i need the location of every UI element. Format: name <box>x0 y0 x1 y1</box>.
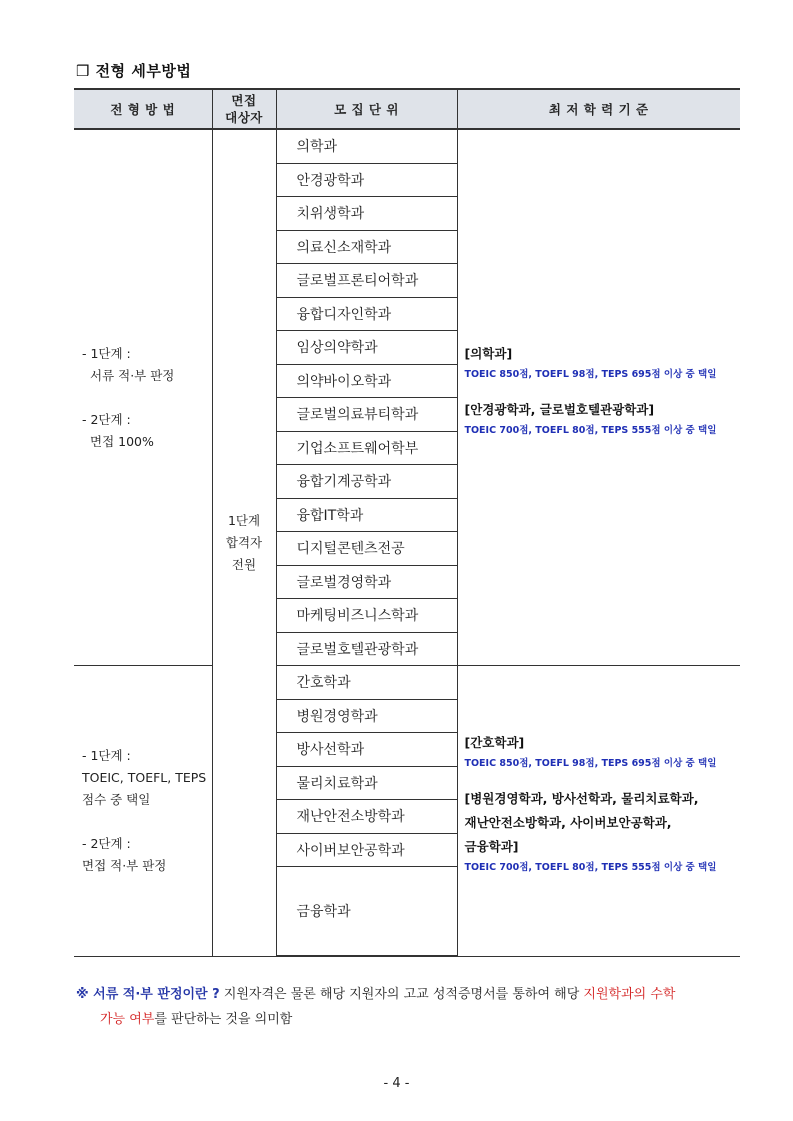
interview-target-line: 전원 <box>231 556 257 572</box>
method-step-line: 서류 적·부 판정 <box>90 367 175 383</box>
recruit-unit: 글로벌경영학과 <box>276 565 457 599</box>
method-step-line: - 1단계 : <box>82 345 131 361</box>
header-recruit-unit: 모 집 단 위 <box>276 89 457 129</box>
recruit-unit: 간호학과 <box>276 666 457 700</box>
method-step-line: - 2단계 : <box>82 835 131 851</box>
method-gap <box>82 387 212 409</box>
criteria-heading: [병원경영학과, 방사선학과, 물리치료학과, <box>464 790 699 806</box>
method-cell-1 <box>74 129 212 666</box>
method-step-line: - 2단계 : <box>82 411 131 427</box>
note-highlight-1: 지원학과의 수학 <box>583 987 676 1002</box>
recruit-unit: 글로벌의료뷰티학과 <box>276 398 457 432</box>
interview-target-line: 합격자 <box>225 534 263 550</box>
criteria-heading: [간호학과] <box>464 734 525 750</box>
table-row <box>74 129 740 163</box>
method-step-line: TOEIC, TOEFL, TEPS <box>82 769 207 785</box>
recruit-unit: 병원경영학과 <box>276 699 457 733</box>
recruit-unit: 글로벌호텔관광학과 <box>276 632 457 666</box>
note-text-2: 를 판단하는 것을 의미함 <box>154 1012 293 1027</box>
criteria-cell-2 <box>457 666 740 957</box>
recruit-unit: 융합기계공학과 <box>276 465 457 499</box>
interview-target-line: 1단계 <box>227 512 261 528</box>
header-interview-target-line: 대상자 <box>225 110 263 125</box>
section-title: ❒ 전형 세부방법 <box>76 62 192 80</box>
note <box>76 982 740 1032</box>
note-highlight-2: 가능 여부 <box>100 1012 155 1027</box>
criteria-heading: [의학과] <box>464 345 513 361</box>
criteria-score: TOEIC 700점, TOEFL 80점, TEPS 555점 이상 중 택일 <box>464 861 717 873</box>
method-step-line: - 1단계 : <box>82 747 131 763</box>
criteria-heading: 재난안전소방학과, 사이버보안공학과, <box>464 814 672 830</box>
criteria-heading: 금융학과] <box>464 838 519 854</box>
method-gap <box>82 811 212 833</box>
recruit-unit: 융합디자인학과 <box>276 297 457 331</box>
recruit-unit: 금융학과 <box>276 867 457 957</box>
criteria-score: TOEIC 850점, TOEFL 98점, TEPS 695점 이상 중 택일 <box>464 368 717 380</box>
recruit-unit: 글로벌프론티어학과 <box>276 264 457 298</box>
recruit-unit: 융합IT학과 <box>276 498 457 532</box>
header-method: 전 형 방 법 <box>74 89 212 129</box>
interview-target-cell <box>212 129 276 956</box>
recruit-unit: 의학과 <box>276 129 457 163</box>
note-text-1: 지원자격은 물론 해당 지원자의 고교 성적증명서를 통하여 해당 <box>219 987 584 1002</box>
recruit-unit: 안경광학과 <box>276 163 457 197</box>
page-number: - 4 - <box>383 1076 410 1091</box>
table-header-row <box>74 89 740 129</box>
recruit-unit: 기업소프트웨어학부 <box>276 431 457 465</box>
recruit-unit: 디지털콘텐츠전공 <box>276 532 457 566</box>
method-step-line: 면접 100% <box>90 433 154 449</box>
recruit-unit: 사이버보안공학과 <box>276 833 457 867</box>
header-interview-target <box>212 89 276 129</box>
method-step-line: 면접 적·부 판정 <box>82 857 167 873</box>
criteria-score: TOEIC 700점, TOEFL 80점, TEPS 555점 이상 중 택일 <box>464 424 717 436</box>
method-cell-2 <box>74 666 212 957</box>
recruit-unit: 재난안전소방학과 <box>276 800 457 834</box>
criteria-heading: [안경광학과, 글로벌호텔관광학과] <box>464 401 655 417</box>
selection-method-table <box>74 88 740 957</box>
recruit-unit: 의약바이오학과 <box>276 364 457 398</box>
note-mark: ※ 서류 적·부 판정이란 ? <box>76 987 220 1002</box>
criteria-score: TOEIC 850점, TOEFL 98점, TEPS 695점 이상 중 택일 <box>464 757 717 769</box>
recruit-unit: 물리치료학과 <box>276 766 457 800</box>
recruit-unit: 방사선학과 <box>276 733 457 767</box>
recruit-unit: 치위생학과 <box>276 197 457 231</box>
recruit-unit: 의료신소재학과 <box>276 230 457 264</box>
header-min-criteria: 최 저 학 력 기 준 <box>457 89 740 129</box>
recruit-unit: 마케팅비즈니스학과 <box>276 599 457 633</box>
table-row <box>74 666 740 700</box>
criteria-cell-1 <box>457 129 740 666</box>
header-interview-target-line: 면접 <box>231 93 257 108</box>
recruit-unit: 임상의약학과 <box>276 331 457 365</box>
method-step-line: 점수 중 택일 <box>82 791 151 807</box>
